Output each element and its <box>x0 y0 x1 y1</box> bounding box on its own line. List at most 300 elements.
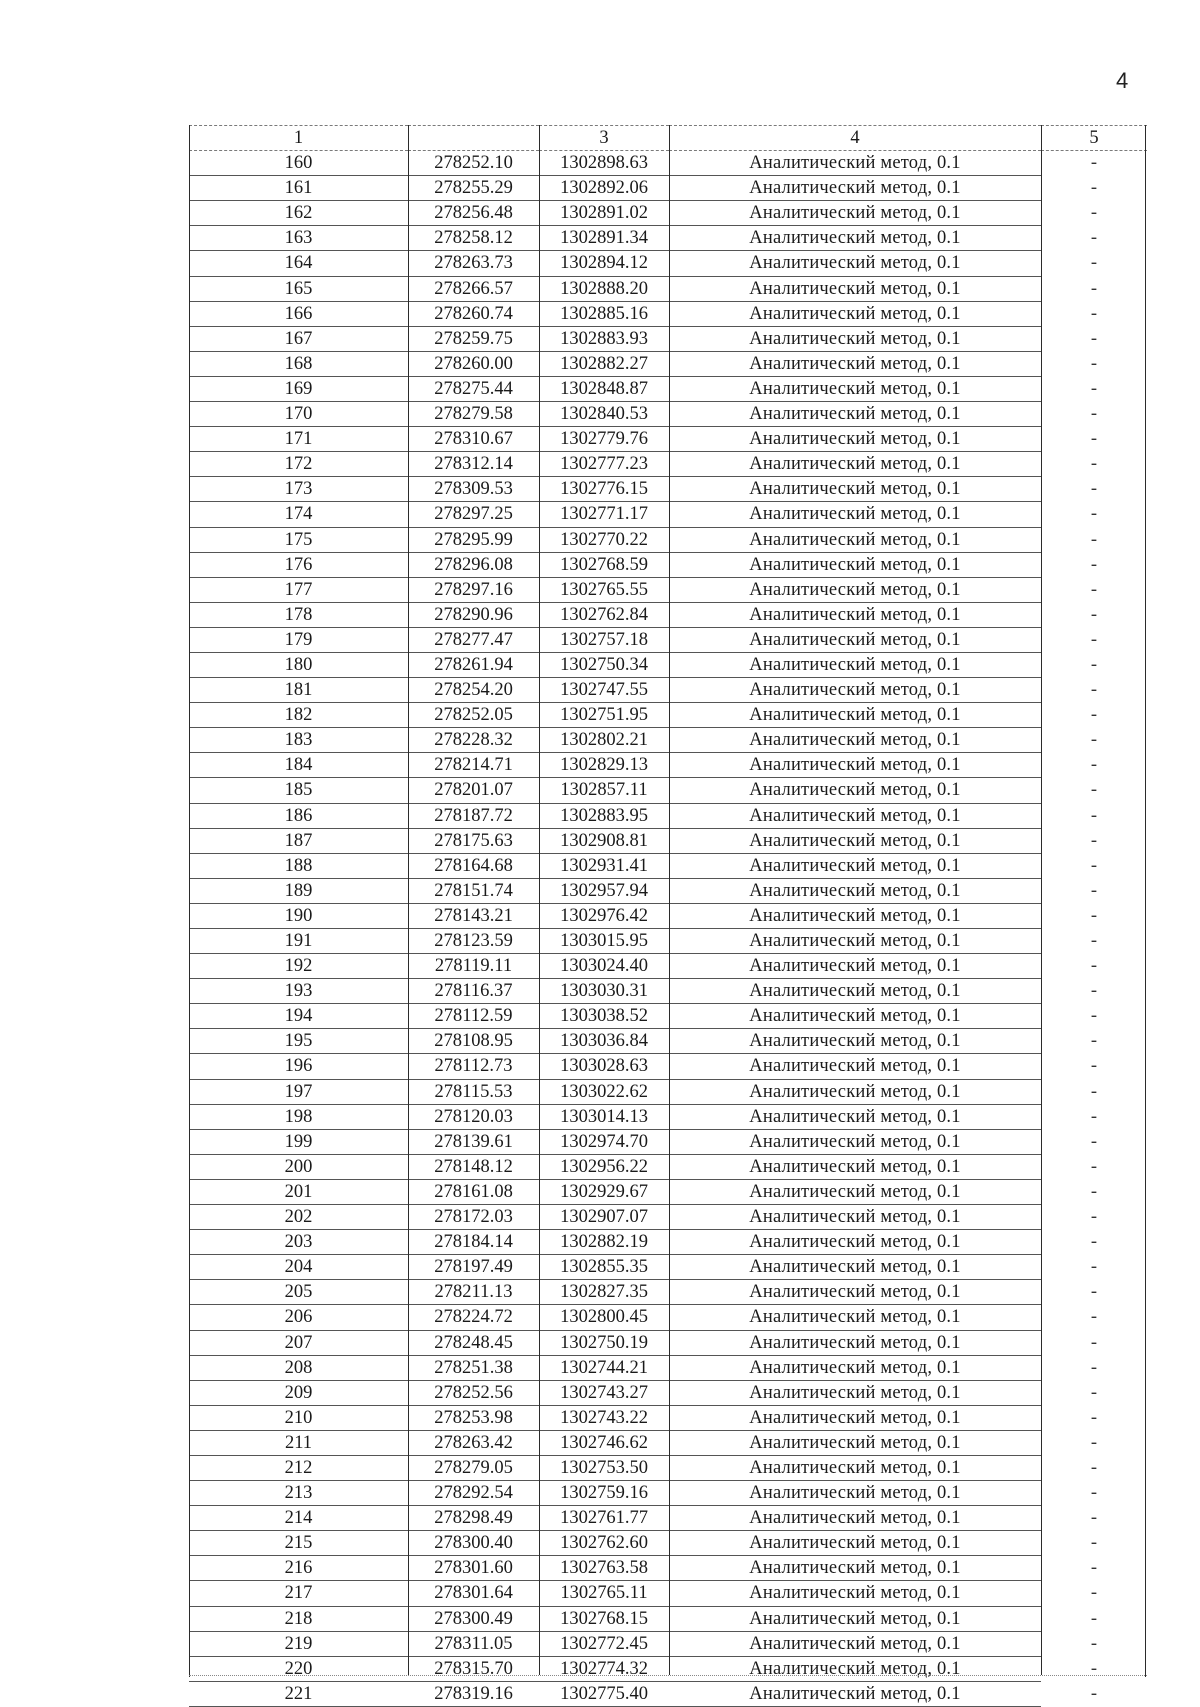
table-row <box>189 1004 1147 1029</box>
coordinate-x-cell: 278259.75 <box>408 326 539 351</box>
coordinate-y-cell: 1302750.34 <box>539 652 669 677</box>
column-5-value-cell: - <box>1090 1081 1098 1102</box>
coordinate-x-cell: 278297.16 <box>408 577 539 602</box>
coordinate-y-cell: 1302800.45 <box>539 1305 669 1330</box>
coordinate-x-cell: 278187.72 <box>408 803 539 828</box>
coordinate-y-cell: 1303036.84 <box>539 1029 669 1054</box>
column-5-value-cell: - <box>1090 1508 1098 1529</box>
point-number-cell: 203 <box>189 1230 408 1255</box>
header-col-1: 1 <box>189 126 408 151</box>
method-cell: Аналитический метод, 0.1 <box>669 1631 1041 1656</box>
coordinate-y-cell: 1302892.06 <box>539 176 669 201</box>
coordinate-y-cell: 1302888.20 <box>539 276 669 301</box>
column-5-value-cell: - <box>1090 880 1098 901</box>
coordinate-y-cell: 1302762.60 <box>539 1531 669 1556</box>
column-5-value-cell: - <box>1090 228 1098 249</box>
method-cell: Аналитический метод, 0.1 <box>669 1079 1041 1104</box>
table-row <box>189 301 1147 326</box>
method-cell: Аналитический метод, 0.1 <box>669 903 1041 928</box>
method-cell: Аналитический метод, 0.1 <box>669 527 1041 552</box>
point-number-cell: 198 <box>189 1104 408 1129</box>
column-5-value-cell: - <box>1090 504 1098 525</box>
method-cell: Аналитический метод, 0.1 <box>669 853 1041 878</box>
coordinate-x-cell: 278266.57 <box>408 276 539 301</box>
method-cell: Аналитический метод, 0.1 <box>669 1179 1041 1204</box>
point-number-cell: 219 <box>189 1631 408 1656</box>
coordinate-x-cell: 278151.74 <box>408 878 539 903</box>
coordinate-x-cell: 278228.32 <box>408 728 539 753</box>
point-number-cell: 190 <box>189 903 408 928</box>
column-5-value-cell: - <box>1090 1106 1098 1127</box>
column-5-value-cell: - <box>1090 1257 1098 1278</box>
table-row <box>189 979 1147 1004</box>
point-number-cell: 197 <box>189 1079 408 1104</box>
table-row <box>189 1430 1147 1455</box>
table-row <box>189 1556 1147 1581</box>
coordinate-x-cell: 278277.47 <box>408 627 539 652</box>
coordinate-x-cell: 278256.48 <box>408 201 539 226</box>
column-5-value-cell: - <box>1090 1608 1098 1629</box>
coordinate-x-cell: 278310.67 <box>408 427 539 452</box>
coordinate-y-cell: 1302750.19 <box>539 1330 669 1355</box>
method-cell: Аналитический метод, 0.1 <box>669 1405 1041 1430</box>
column-5-value-cell: - <box>1090 178 1098 199</box>
table-row <box>189 226 1147 251</box>
coordinate-y-cell: 1302829.13 <box>539 753 669 778</box>
column-5-value-cell: - <box>1090 1181 1098 1202</box>
column-5-value-cell: - <box>1090 1658 1098 1679</box>
coordinate-y-cell: 1302763.58 <box>539 1556 669 1581</box>
point-number-cell: 167 <box>189 326 408 351</box>
method-cell: Аналитический метод, 0.1 <box>669 176 1041 201</box>
column-5-value-cell: - <box>1090 705 1098 726</box>
method-cell: Аналитический метод, 0.1 <box>669 1455 1041 1480</box>
method-cell: Аналитический метод, 0.1 <box>669 151 1041 176</box>
column-5-value-cell: - <box>1090 1357 1098 1378</box>
coordinate-y-cell: 1303024.40 <box>539 954 669 979</box>
column-5-value-cell: - <box>1090 654 1098 675</box>
coordinate-x-cell: 278172.03 <box>408 1205 539 1230</box>
point-number-cell: 206 <box>189 1305 408 1330</box>
column-5-value-cell: - <box>1090 981 1098 1002</box>
table-border-left <box>189 125 190 1677</box>
table-row <box>189 1380 1147 1405</box>
method-cell: Аналитический метод, 0.1 <box>669 1355 1041 1380</box>
column-5-value-cell: - <box>1090 1131 1098 1152</box>
method-cell: Аналитический метод, 0.1 <box>669 402 1041 427</box>
coordinate-y-cell: 1302771.17 <box>539 502 669 527</box>
table-row <box>189 1129 1147 1154</box>
column-5-value-cell: - <box>1090 730 1098 751</box>
header-col-4: 4 <box>669 126 1041 151</box>
column-divider-2 <box>539 125 540 1675</box>
method-cell: Аналитический метод, 0.1 <box>669 878 1041 903</box>
table-row <box>189 1280 1147 1305</box>
point-number-cell: 196 <box>189 1054 408 1079</box>
point-number-cell: 205 <box>189 1280 408 1305</box>
table-row <box>189 1455 1147 1480</box>
point-number-cell: 217 <box>189 1581 408 1606</box>
method-cell: Аналитический метод, 0.1 <box>669 627 1041 652</box>
method-cell: Аналитический метод, 0.1 <box>669 1581 1041 1606</box>
table-row <box>189 929 1147 954</box>
column-5-value-cell: - <box>1090 1282 1098 1303</box>
table-row <box>189 1506 1147 1531</box>
table-row <box>189 803 1147 828</box>
coordinate-y-cell: 1302840.53 <box>539 402 669 427</box>
page-number: 4 <box>1116 68 1129 93</box>
table-bottom-rule <box>189 1675 1147 1676</box>
method-cell: Аналитический метод, 0.1 <box>669 301 1041 326</box>
coordinate-x-cell: 278275.44 <box>408 376 539 401</box>
coordinate-y-cell: 1302751.95 <box>539 703 669 728</box>
column-5-value-cell: - <box>1090 1483 1098 1504</box>
coordinate-y-cell: 1302747.55 <box>539 678 669 703</box>
coordinate-y-cell: 1302857.11 <box>539 778 669 803</box>
point-number-cell: 201 <box>189 1179 408 1204</box>
method-cell: Аналитический метод, 0.1 <box>669 1104 1041 1129</box>
point-number-cell: 192 <box>189 954 408 979</box>
point-number-cell: 193 <box>189 979 408 1004</box>
method-cell: Аналитический метод, 0.1 <box>669 226 1041 251</box>
method-cell: Аналитический метод, 0.1 <box>669 929 1041 954</box>
coordinate-y-cell: 1302802.21 <box>539 728 669 753</box>
method-cell: Аналитический метод, 0.1 <box>669 678 1041 703</box>
point-number-cell: 189 <box>189 878 408 903</box>
coordinate-x-cell: 278201.07 <box>408 778 539 803</box>
point-number-cell: 213 <box>189 1481 408 1506</box>
coordinate-y-cell: 1302765.55 <box>539 577 669 602</box>
coordinate-y-cell: 1302848.87 <box>539 376 669 401</box>
coordinate-x-cell: 278260.74 <box>408 301 539 326</box>
method-cell: Аналитический метод, 0.1 <box>669 1129 1041 1154</box>
method-cell: Аналитический метод, 0.1 <box>669 1681 1041 1706</box>
method-cell: Аналитический метод, 0.1 <box>669 954 1041 979</box>
coordinate-y-cell: 1302775.40 <box>539 1681 669 1706</box>
table-row <box>189 627 1147 652</box>
coordinate-x-cell: 278297.25 <box>408 502 539 527</box>
coordinate-x-cell: 278301.60 <box>408 1556 539 1581</box>
column-5-value-cell: - <box>1090 680 1098 701</box>
method-cell: Аналитический метод, 0.1 <box>669 201 1041 226</box>
method-cell: Аналитический метод, 0.1 <box>669 1656 1041 1681</box>
method-cell: Аналитический метод, 0.1 <box>669 477 1041 502</box>
column-5-value-cell: - <box>1090 278 1098 299</box>
table-row <box>189 1179 1147 1204</box>
coordinate-y-cell: 1302883.95 <box>539 803 669 828</box>
table-row <box>189 477 1147 502</box>
table-row <box>189 151 1147 176</box>
point-number-cell: 210 <box>189 1405 408 1430</box>
coordinate-x-cell: 278164.68 <box>408 853 539 878</box>
table-row <box>189 1531 1147 1556</box>
column-5-value-cell: - <box>1090 203 1098 224</box>
table-row <box>189 828 1147 853</box>
column-5-value-cell: - <box>1090 755 1098 776</box>
method-cell: Аналитический метод, 0.1 <box>669 753 1041 778</box>
coordinate-x-cell: 278260.00 <box>408 351 539 376</box>
point-number-cell: 185 <box>189 778 408 803</box>
table-row <box>189 1330 1147 1355</box>
point-number-cell: 184 <box>189 753 408 778</box>
coordinate-y-cell: 1302956.22 <box>539 1154 669 1179</box>
column-5-value-cell: - <box>1090 830 1098 851</box>
coordinate-y-cell: 1302891.02 <box>539 201 669 226</box>
table-row <box>189 954 1147 979</box>
point-number-cell: 195 <box>189 1029 408 1054</box>
coordinate-y-cell: 1302776.15 <box>539 477 669 502</box>
coordinate-y-cell: 1302898.63 <box>539 151 669 176</box>
coordinate-y-cell: 1302883.93 <box>539 326 669 351</box>
point-number-cell: 215 <box>189 1531 408 1556</box>
table-row <box>189 351 1147 376</box>
column-5-value-cell: - <box>1090 1457 1098 1478</box>
point-number-cell: 212 <box>189 1455 408 1480</box>
table-row <box>189 753 1147 778</box>
column-5-value-cell: - <box>1090 1031 1098 1052</box>
coordinate-x-cell: 278120.03 <box>408 1104 539 1129</box>
coordinates-table <box>189 125 1147 1707</box>
coordinate-x-cell: 278251.38 <box>408 1355 539 1380</box>
table-row <box>189 402 1147 427</box>
table-row <box>189 778 1147 803</box>
method-cell: Аналитический метод, 0.1 <box>669 728 1041 753</box>
method-cell: Аналитический метод, 0.1 <box>669 652 1041 677</box>
table-header <box>189 126 1147 151</box>
table-row <box>189 201 1147 226</box>
table-row <box>189 502 1147 527</box>
table-row <box>189 1631 1147 1656</box>
coordinate-x-cell: 278148.12 <box>408 1154 539 1179</box>
column-5-value-cell: - <box>1090 1332 1098 1353</box>
table-row <box>189 1230 1147 1255</box>
column-5-value-cell: - <box>1090 404 1098 425</box>
column-5-value-cell: - <box>1090 1207 1098 1228</box>
coordinate-x-cell: 278211.13 <box>408 1280 539 1305</box>
column-divider-1 <box>408 125 409 1675</box>
coordinate-y-cell: 1302757.18 <box>539 627 669 652</box>
point-number-cell: 204 <box>189 1255 408 1280</box>
coordinate-x-cell: 278279.05 <box>408 1455 539 1480</box>
coordinate-x-cell: 278295.99 <box>408 527 539 552</box>
column-5-value-cell: - <box>1090 1232 1098 1253</box>
coordinate-y-cell: 1302957.94 <box>539 878 669 903</box>
coordinate-x-cell: 278123.59 <box>408 929 539 954</box>
table-row <box>189 527 1147 552</box>
coordinate-x-cell: 278258.12 <box>408 226 539 251</box>
table-row <box>189 1255 1147 1280</box>
coordinate-x-cell: 278319.16 <box>408 1681 539 1706</box>
column-5-value-cell: - <box>1090 905 1098 926</box>
coordinate-y-cell: 1302753.50 <box>539 1455 669 1480</box>
method-cell: Аналитический метод, 0.1 <box>669 1255 1041 1280</box>
column-5-value-cell: - <box>1090 454 1098 475</box>
table-row <box>189 903 1147 928</box>
point-number-cell: 181 <box>189 678 408 703</box>
point-number-cell: 174 <box>189 502 408 527</box>
table-row <box>189 552 1147 577</box>
column-5-value-cell: - <box>1090 479 1098 500</box>
column-5-value-cell: - <box>1090 378 1098 399</box>
table-row <box>189 452 1147 477</box>
point-number-cell: 200 <box>189 1154 408 1179</box>
coordinate-y-cell: 1302743.22 <box>539 1405 669 1430</box>
table-row <box>189 1606 1147 1631</box>
coordinate-x-cell: 278112.59 <box>408 1004 539 1029</box>
point-number-cell: 168 <box>189 351 408 376</box>
point-number-cell: 183 <box>189 728 408 753</box>
column-5-value-cell: - <box>1090 1583 1098 1604</box>
method-cell: Аналитический метод, 0.1 <box>669 1230 1041 1255</box>
coordinate-x-cell: 278143.21 <box>408 903 539 928</box>
coordinate-y-cell: 1302882.27 <box>539 351 669 376</box>
coordinate-y-cell: 1302777.23 <box>539 452 669 477</box>
column-5-value-cell: - <box>1090 1156 1098 1177</box>
coordinate-y-cell: 1302772.45 <box>539 1631 669 1656</box>
method-cell: Аналитический метод, 0.1 <box>669 1004 1041 1029</box>
point-number-cell: 220 <box>189 1656 408 1681</box>
coordinate-y-cell: 1303038.52 <box>539 1004 669 1029</box>
table-row <box>189 678 1147 703</box>
coordinate-y-cell: 1302974.70 <box>539 1129 669 1154</box>
column-5-value-cell: - <box>1090 153 1098 174</box>
point-number-cell: 202 <box>189 1205 408 1230</box>
table-row <box>189 1205 1147 1230</box>
header-col-5: 5 <box>1041 126 1147 151</box>
coordinate-y-cell: 1302743.27 <box>539 1380 669 1405</box>
point-number-cell: 176 <box>189 552 408 577</box>
table-row <box>189 1104 1147 1129</box>
method-cell: Аналитический метод, 0.1 <box>669 979 1041 1004</box>
coordinate-x-cell: 278253.98 <box>408 1405 539 1430</box>
point-number-cell: 160 <box>189 151 408 176</box>
point-number-cell: 180 <box>189 652 408 677</box>
column-5-value-cell: - <box>1090 956 1098 977</box>
column-divider-3 <box>669 125 670 1675</box>
point-number-cell: 164 <box>189 251 408 276</box>
coordinate-x-cell: 278300.40 <box>408 1531 539 1556</box>
column-5-value-cell: - <box>1090 529 1098 550</box>
coordinate-y-cell: 1302770.22 <box>539 527 669 552</box>
method-cell: Аналитический метод, 0.1 <box>669 1054 1041 1079</box>
method-cell: Аналитический метод, 0.1 <box>669 1606 1041 1631</box>
coordinate-x-cell: 278296.08 <box>408 552 539 577</box>
method-cell: Аналитический метод, 0.1 <box>669 778 1041 803</box>
coordinate-x-cell: 278263.73 <box>408 251 539 276</box>
table-row <box>189 376 1147 401</box>
coordinate-x-cell: 278263.42 <box>408 1430 539 1455</box>
method-cell: Аналитический метод, 0.1 <box>669 1481 1041 1506</box>
column-5-value-cell: - <box>1090 1432 1098 1453</box>
column-5-value-cell: - <box>1090 1307 1098 1328</box>
point-number-cell: 187 <box>189 828 408 853</box>
coordinate-y-cell: 1302744.21 <box>539 1355 669 1380</box>
coordinate-x-cell: 278255.29 <box>408 176 539 201</box>
column-5-value-cell: - <box>1090 629 1098 650</box>
table-row <box>189 1681 1147 1706</box>
table-row <box>189 1029 1147 1054</box>
coordinate-x-cell: 278175.63 <box>408 828 539 853</box>
coordinate-x-cell: 278112.73 <box>408 1054 539 1079</box>
method-cell: Аналитический метод, 0.1 <box>669 1154 1041 1179</box>
point-number-cell: 208 <box>189 1355 408 1380</box>
coordinate-x-cell: 278224.72 <box>408 1305 539 1330</box>
coordinate-x-cell: 278292.54 <box>408 1481 539 1506</box>
coordinate-y-cell: 1302774.32 <box>539 1656 669 1681</box>
method-cell: Аналитический метод, 0.1 <box>669 1531 1041 1556</box>
coordinate-y-cell: 1302908.81 <box>539 828 669 853</box>
point-number-cell: 172 <box>189 452 408 477</box>
point-number-cell: 182 <box>189 703 408 728</box>
coordinate-x-cell: 278115.53 <box>408 1079 539 1104</box>
table-row <box>189 326 1147 351</box>
coordinate-y-cell: 1302929.67 <box>539 1179 669 1204</box>
method-cell: Аналитический метод, 0.1 <box>669 552 1041 577</box>
coordinate-y-cell: 1302907.07 <box>539 1205 669 1230</box>
point-number-cell: 211 <box>189 1430 408 1455</box>
method-cell: Аналитический метод, 0.1 <box>669 577 1041 602</box>
coordinate-x-cell: 278300.49 <box>408 1606 539 1631</box>
method-cell: Аналитический метод, 0.1 <box>669 427 1041 452</box>
coordinate-y-cell: 1302765.11 <box>539 1581 669 1606</box>
coordinate-x-cell: 278116.37 <box>408 979 539 1004</box>
point-number-cell: 177 <box>189 577 408 602</box>
method-cell: Аналитический метод, 0.1 <box>669 1430 1041 1455</box>
coordinate-x-cell: 278315.70 <box>408 1656 539 1681</box>
coordinate-y-cell: 1303030.31 <box>539 979 669 1004</box>
point-number-cell: 163 <box>189 226 408 251</box>
table-row <box>189 1355 1147 1380</box>
coordinate-x-cell: 278108.95 <box>408 1029 539 1054</box>
coordinate-y-cell: 1302768.15 <box>539 1606 669 1631</box>
coordinate-x-cell: 278252.05 <box>408 703 539 728</box>
method-cell: Аналитический метод, 0.1 <box>669 502 1041 527</box>
column-5-value-cell: - <box>1090 353 1098 374</box>
coordinate-x-cell: 278119.11 <box>408 954 539 979</box>
column-5-value-cell: - <box>1090 303 1098 324</box>
coordinates-table-frame <box>189 125 1147 1704</box>
column-5-value-cell: - <box>1090 931 1098 951</box>
point-number-cell: 166 <box>189 301 408 326</box>
column-5-value-cell: - <box>1090 429 1098 450</box>
point-number-cell: 178 <box>189 602 408 627</box>
method-cell: Аналитический метод, 0.1 <box>669 703 1041 728</box>
coordinate-y-cell: 1302931.41 <box>539 853 669 878</box>
point-number-cell: 218 <box>189 1606 408 1631</box>
method-cell: Аналитический метод, 0.1 <box>669 452 1041 477</box>
point-number-cell: 186 <box>189 803 408 828</box>
coordinate-x-cell: 278312.14 <box>408 452 539 477</box>
coordinate-y-cell: 1302976.42 <box>539 903 669 928</box>
point-number-cell: 216 <box>189 1556 408 1581</box>
column-5-value-cell: - <box>1090 1533 1098 1554</box>
method-cell: Аналитический метод, 0.1 <box>669 1380 1041 1405</box>
method-cell: Аналитический метод, 0.1 <box>669 1506 1041 1531</box>
table-row <box>189 427 1147 452</box>
table-row <box>189 1656 1147 1681</box>
table-row <box>189 1305 1147 1330</box>
point-number-cell: 165 <box>189 276 408 301</box>
point-number-cell: 207 <box>189 1330 408 1355</box>
coordinate-x-cell: 278252.56 <box>408 1380 539 1405</box>
coordinate-y-cell: 1302894.12 <box>539 251 669 276</box>
coordinate-y-cell: 1302768.59 <box>539 552 669 577</box>
coordinate-x-cell: 278261.94 <box>408 652 539 677</box>
column-5-value-cell: - <box>1090 1382 1098 1403</box>
coordinate-y-cell: 1303015.95 <box>539 929 669 954</box>
method-cell: Аналитический метод, 0.1 <box>669 1029 1041 1054</box>
coordinate-x-cell: 278248.45 <box>408 1330 539 1355</box>
